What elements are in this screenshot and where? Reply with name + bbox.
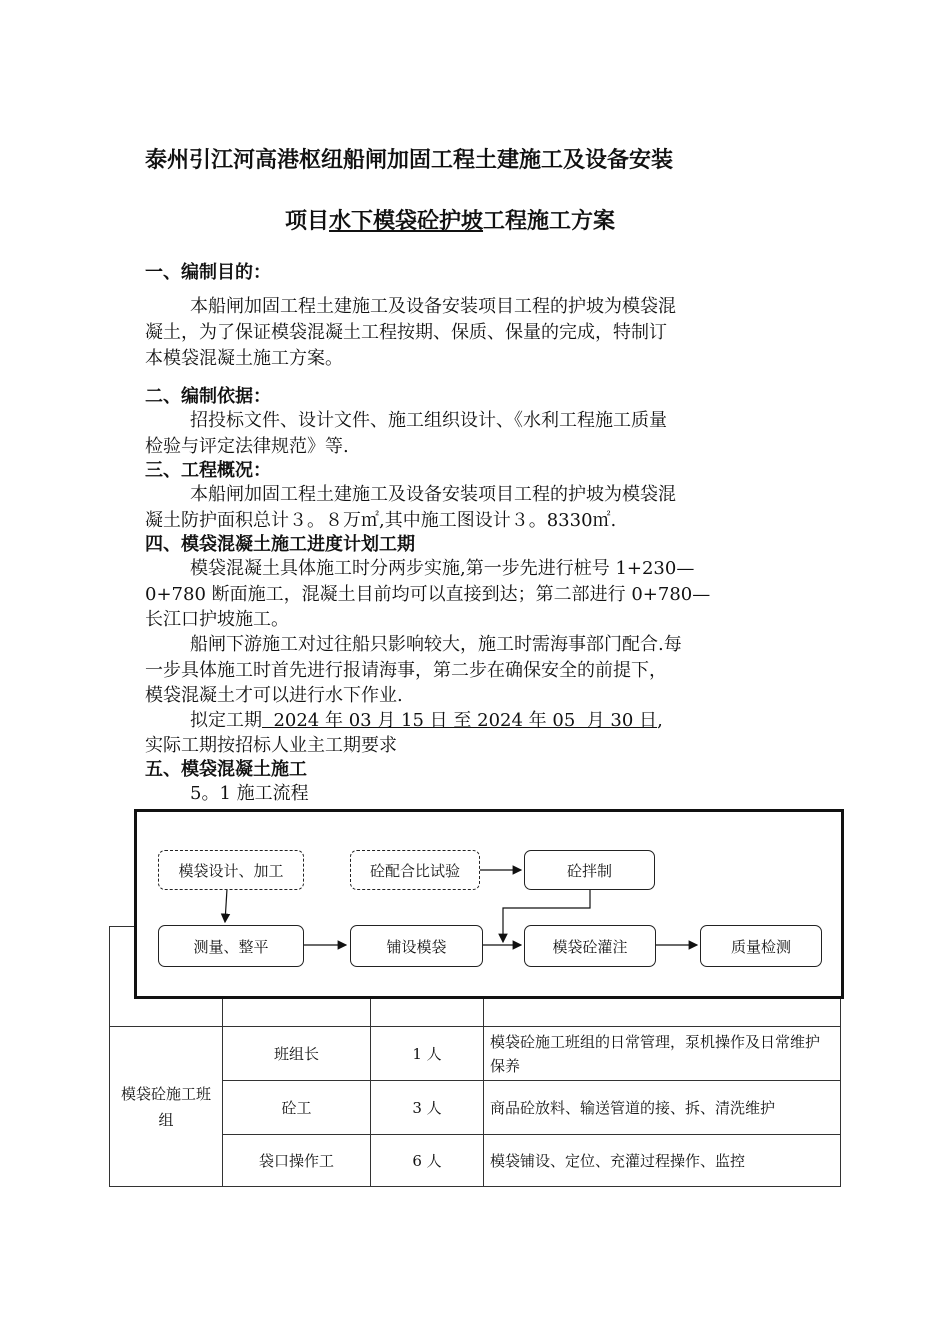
table-row [110,1027,841,1081]
crew-role: 袋口操作工 [223,1135,371,1187]
s4-line-2: 0+780 断面施工，混凝土目前均可以直接到达；第二部进行 0+780— [145,584,711,605]
crew-count: 1 人 [371,1027,484,1081]
section-1-heading: 一、编制目的： [145,262,271,283]
crew-count: 6 人 [371,1135,484,1187]
crew-duty: 商品砼放料、输送管道的接、拆、清洗维护 [484,1081,841,1135]
s4-line-5: 一步具体施工时首先进行报请海事，第二步在确保安全的前提下， [145,660,667,681]
section-3-heading: 三、工程概况： [145,460,271,481]
flow-node-label: 模袋砼灌注 [552,937,628,956]
flow-node-design [158,850,304,890]
s1-line-1: 本船闸加固工程土建施工及设备安装项目工程的护坡为模袋混 [190,296,676,317]
s4-line-4: 船闸下游施工对过往船只影响较大，施工时需海事部门配合.每 [190,634,682,655]
crew-role: 砼工 [223,1081,371,1135]
s4-line-6: 模袋混凝土才可以进行水下作业. [145,685,403,706]
schedule-comma: , [657,710,663,731]
s4-line-3: 长江口护坡施工。 [145,609,289,630]
flow-node-label: 铺设模袋 [386,937,447,956]
s4-line-1: 模袋混凝土具体施工时分两步实施,第一步先进行桩号 1+230— [190,558,695,579]
s3-line-1: 本船闸加固工程土建施工及设备安装项目工程的护坡为模袋混 [190,484,676,505]
flow-arrows [137,812,841,996]
s2-line-2: 检验与评定法律规范》等. [145,436,349,457]
arrow-design-to-survey [225,889,227,922]
crew-group-cell [110,1027,223,1187]
s1-line-2: 凝土，为了保证模袋混凝土工程按期、保质、保量的完成，特制订 [145,322,667,343]
schedule-dates: 2024 年 03 月 15 日 至 2024 年 05 月 30 日 [262,710,658,731]
s4-line-8: 实际工期按招标人业主工期要求 [145,735,397,756]
s3-line-2: 凝土防护面积总计３。８万㎡,其中施工图设计３。8330㎡. [145,510,617,531]
flow-node-label: 模袋设计、加工 [178,861,284,880]
section-4-heading: 四、模袋混凝土施工进度计划工期 [145,534,415,555]
flow-node-pour [524,925,656,967]
schedule-line [190,706,663,732]
schedule-label: 拟定工期 [190,710,262,731]
section-2-heading: 二、编制依据： [145,386,271,407]
flow-node-mixing [524,850,655,890]
subsection-5-1: 5。1 施工流程 [190,783,309,804]
doc-title-line1: 泰州引江河高港枢纽船闸加固工程土建施工及设备安装 [145,148,674,173]
s2-line-1: 招投标文件、设计文件、施工组织设计、《水利工程施工质量 [190,410,667,431]
section-5-heading: 五、模袋混凝土施工 [145,759,307,780]
crew-group-label: 模袋砼施工班组 [120,1084,211,1129]
flow-node-mix-test [350,850,480,890]
flow-node-lay [350,925,483,967]
crew-duty: 模袋砼施工班组的日常管理，泵机操作及日常维护保养 [484,1027,841,1081]
flow-node-label: 测量、整平 [193,937,269,956]
crew-role: 班组长 [223,1027,371,1081]
title-suffix: 工程施工方案 [483,209,616,234]
flow-node-qc [700,925,822,967]
crew-count: 3 人 [371,1081,484,1135]
flowchart [134,809,844,999]
doc-title-line2 [285,204,615,235]
flow-node-label: 砼拌制 [566,861,612,880]
flow-node-survey [158,925,304,967]
flow-node-label: 砼配合比试验 [369,861,460,880]
title-underlined: 水下模袋砼护坡 [329,209,484,234]
crew-duty: 模袋铺设、定位、充灌过程操作、监控 [484,1135,841,1187]
title-prefix: 项目 [285,209,330,234]
flow-node-label: 质量检测 [730,937,791,956]
s1-line-3: 本模袋混凝土施工方案。 [145,348,343,369]
